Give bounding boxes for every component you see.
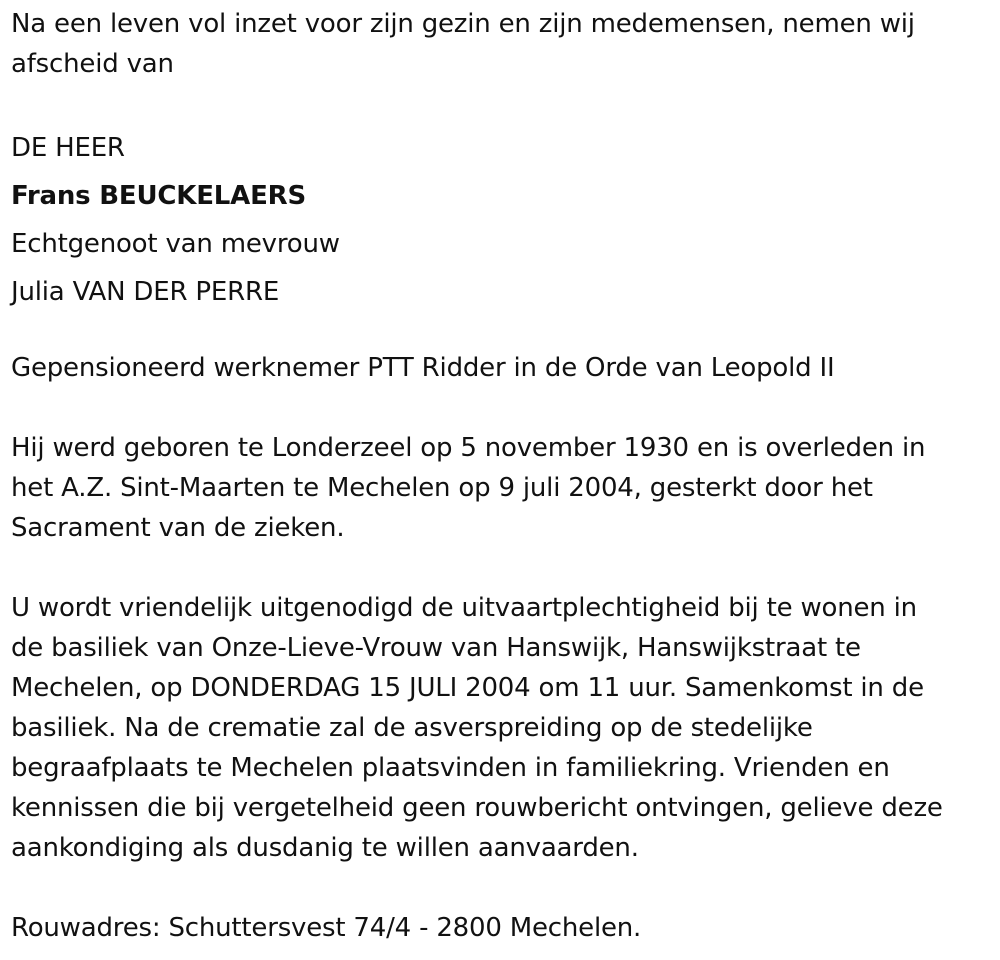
address-line: Rouwadres: Schuttersvest 74/4 - 2800 Mechelen. — [11, 913, 642, 943]
deceased-name: Frans BEUCKELAERS — [11, 181, 306, 211]
spacer — [11, 548, 986, 588]
birth-death-paragraph: Hij werd geboren te Londerzeel op 5 november 1930 en is overleden in het A.Z. Sint-Maarten te Mechelen op 9 juli 2004, gesterkt door het Sacrament van de zieken. — [11, 433, 926, 543]
spacer — [11, 868, 986, 908]
spouse-label: Echtgenoot van mevrouw — [11, 229, 340, 259]
intro-paragraph: Na een leven vol inzet voor zijn gezin en zijn medemensen, nemen wij afscheid van — [11, 9, 915, 79]
obituary-document — [11, 4, 986, 948]
spacer — [11, 388, 986, 428]
deceased-title: DE HEER — [11, 133, 125, 163]
spouse-name: Julia VAN DER PERRE — [11, 277, 280, 307]
funeral-paragraph: U wordt vriendelijk uitgenodigd de uitvaartplechtigheid bij te wonen in de basiliek van Onze-Lieve-Vrouw van Hanswijk, Hanswijkstraat te Mechelen, op DONDERDAG 15 JULI 2004 om 11 uur. Samenkomst in de basiliek. Na de crematie zal de asverspreiding op de stedelijke begraafplaats te Mechelen plaatsvinden in familiekring. Vrienden en kennissen die bij vergetelheid geen rouwbericht ontvingen, gelieve deze aankondiging als dusdanig te willen aanvaarden. — [11, 593, 943, 863]
occupation-paragraph: Gepensioneerd werknemer PTT Ridder in de Orde van Leopold II — [11, 353, 835, 383]
spacer — [11, 84, 986, 124]
spacer — [11, 316, 986, 348]
